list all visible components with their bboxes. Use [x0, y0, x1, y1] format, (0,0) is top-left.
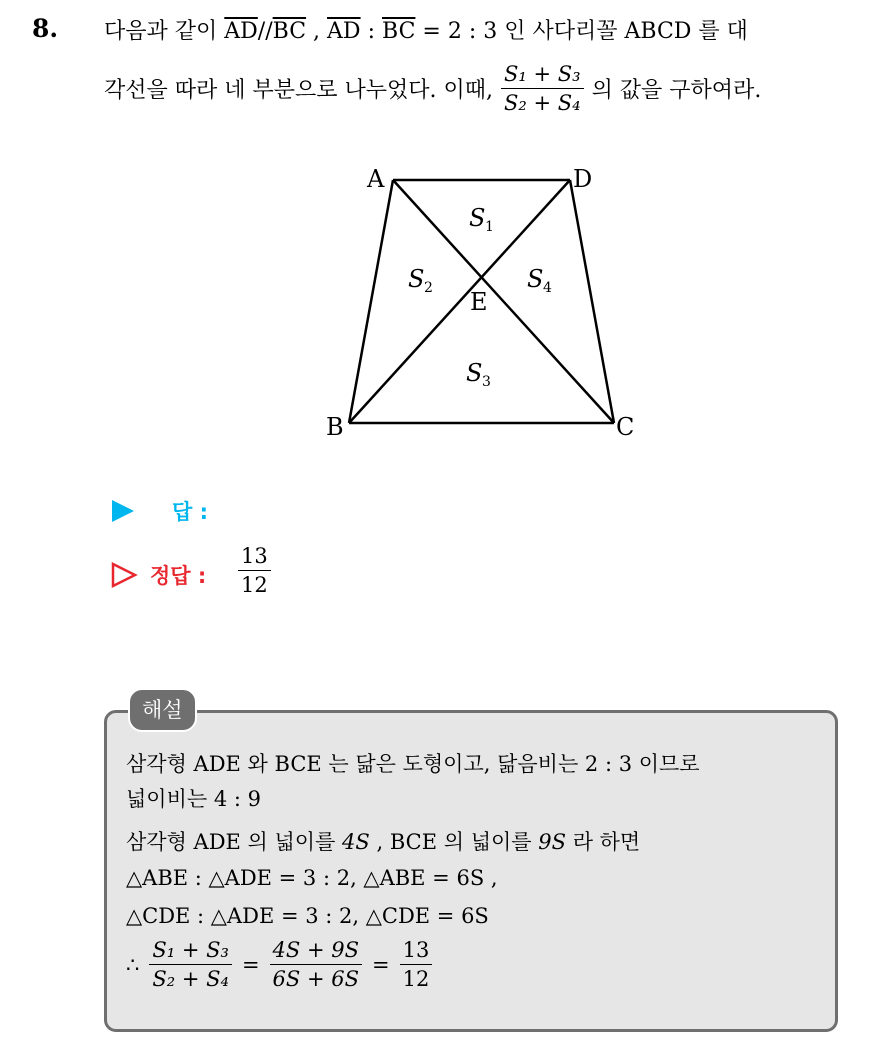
fraction-denominator: 12 [241, 573, 268, 597]
region-s3: S [466, 359, 483, 387]
problem-text: 각선을 따라 네 부분으로 나누었다. 이때, [104, 78, 493, 103]
therefore-symbol: ∴ [126, 952, 140, 977]
segment-bc: $\overline{BC}$ [272, 19, 307, 44]
question-number: 8. [32, 14, 59, 43]
fraction [400, 938, 433, 991]
ratio-colon: : [367, 19, 375, 44]
fraction-numerator: S₁ + S₃ [501, 62, 584, 89]
region-s2: S [408, 265, 425, 293]
vertex-label-b: B [326, 413, 344, 441]
diagonal-bd [349, 180, 570, 423]
ratio-value: = 2 : 3 [422, 19, 498, 44]
fraction-numerator: S₁ + S₃ [149, 938, 232, 965]
region-s4: S [527, 265, 544, 293]
parallel-symbol: // [257, 19, 273, 44]
region-subscript: 4 [543, 280, 552, 296]
solution-line-4: △ABE : △ADE = 3 : 2, △ABE = 6S , [126, 866, 498, 890]
region-subscript: 2 [424, 280, 433, 296]
correct-answer-value [238, 544, 271, 597]
side-ab [349, 180, 393, 423]
vertex-label-a: A [367, 165, 385, 193]
solution-text: 삼각형 ADE 의 넓이를 [126, 830, 336, 854]
segment-ad: $\overline{AD}$ [327, 19, 361, 44]
solution-line-6 [126, 938, 432, 991]
fraction-denominator: S₂ + S₄ [504, 91, 581, 115]
region-subscript: 1 [485, 219, 494, 235]
vertex-label-e: E [470, 288, 488, 316]
answer-label: 답 : [172, 500, 208, 524]
equals-sign: = [241, 952, 260, 977]
solution-line-5: △CDE : △ADE = 3 : 2, △CDE = 6S [126, 904, 489, 928]
region-s1: S [469, 204, 486, 232]
side-dc [570, 180, 614, 423]
segment-bc: $\overline{BC}$ [382, 19, 416, 44]
vertex-label-d: D [573, 165, 593, 193]
fraction-numerator: 13 [400, 938, 433, 965]
fraction-numerator: 13 [238, 544, 271, 571]
fraction [149, 938, 232, 991]
fraction-numerator: 4S + 9S [270, 938, 362, 965]
equals-sign: = [372, 952, 390, 977]
area-4s: 4S [342, 830, 370, 854]
problem-text: 다음과 같이 [104, 19, 218, 44]
fraction [238, 544, 271, 597]
fraction-denominator: 6S + 6S [272, 967, 359, 991]
fraction-denominator: 12 [402, 967, 430, 991]
area-9s: 9S [538, 830, 566, 854]
solution-tab: 해설 [128, 688, 197, 732]
filled-triangle-icon [110, 498, 136, 524]
correct-answer-label: 정답 : [150, 564, 207, 588]
solution-text: , BCE 의 넓이를 [376, 830, 532, 854]
comma: , [313, 19, 321, 44]
trapezoid-figure [0, 0, 884, 460]
outline-triangle-icon [110, 561, 138, 589]
solution-text: 라 하면 [572, 830, 641, 854]
fraction-denominator: S₂ + S₄ [152, 967, 229, 991]
solution-line-2: 넓이비는 4 : 9 [126, 787, 261, 811]
solution-line-1: 삼각형 ADE 와 BCE 는 닮은 도형이고, 닮음비는 2 : 3 이므로 [126, 752, 700, 776]
diagonal-ac [393, 180, 614, 423]
solution-line-3 [126, 826, 640, 856]
vertex-label-c: C [616, 413, 635, 441]
problem-text: 인 사다리꼴 ABCD 를 대 [504, 19, 748, 44]
fraction [270, 938, 362, 991]
problem-text: 의 값을 구하여라. [591, 78, 762, 103]
segment-ad: $\overline{AD}$ [224, 19, 258, 44]
region-subscript: 3 [482, 374, 491, 390]
